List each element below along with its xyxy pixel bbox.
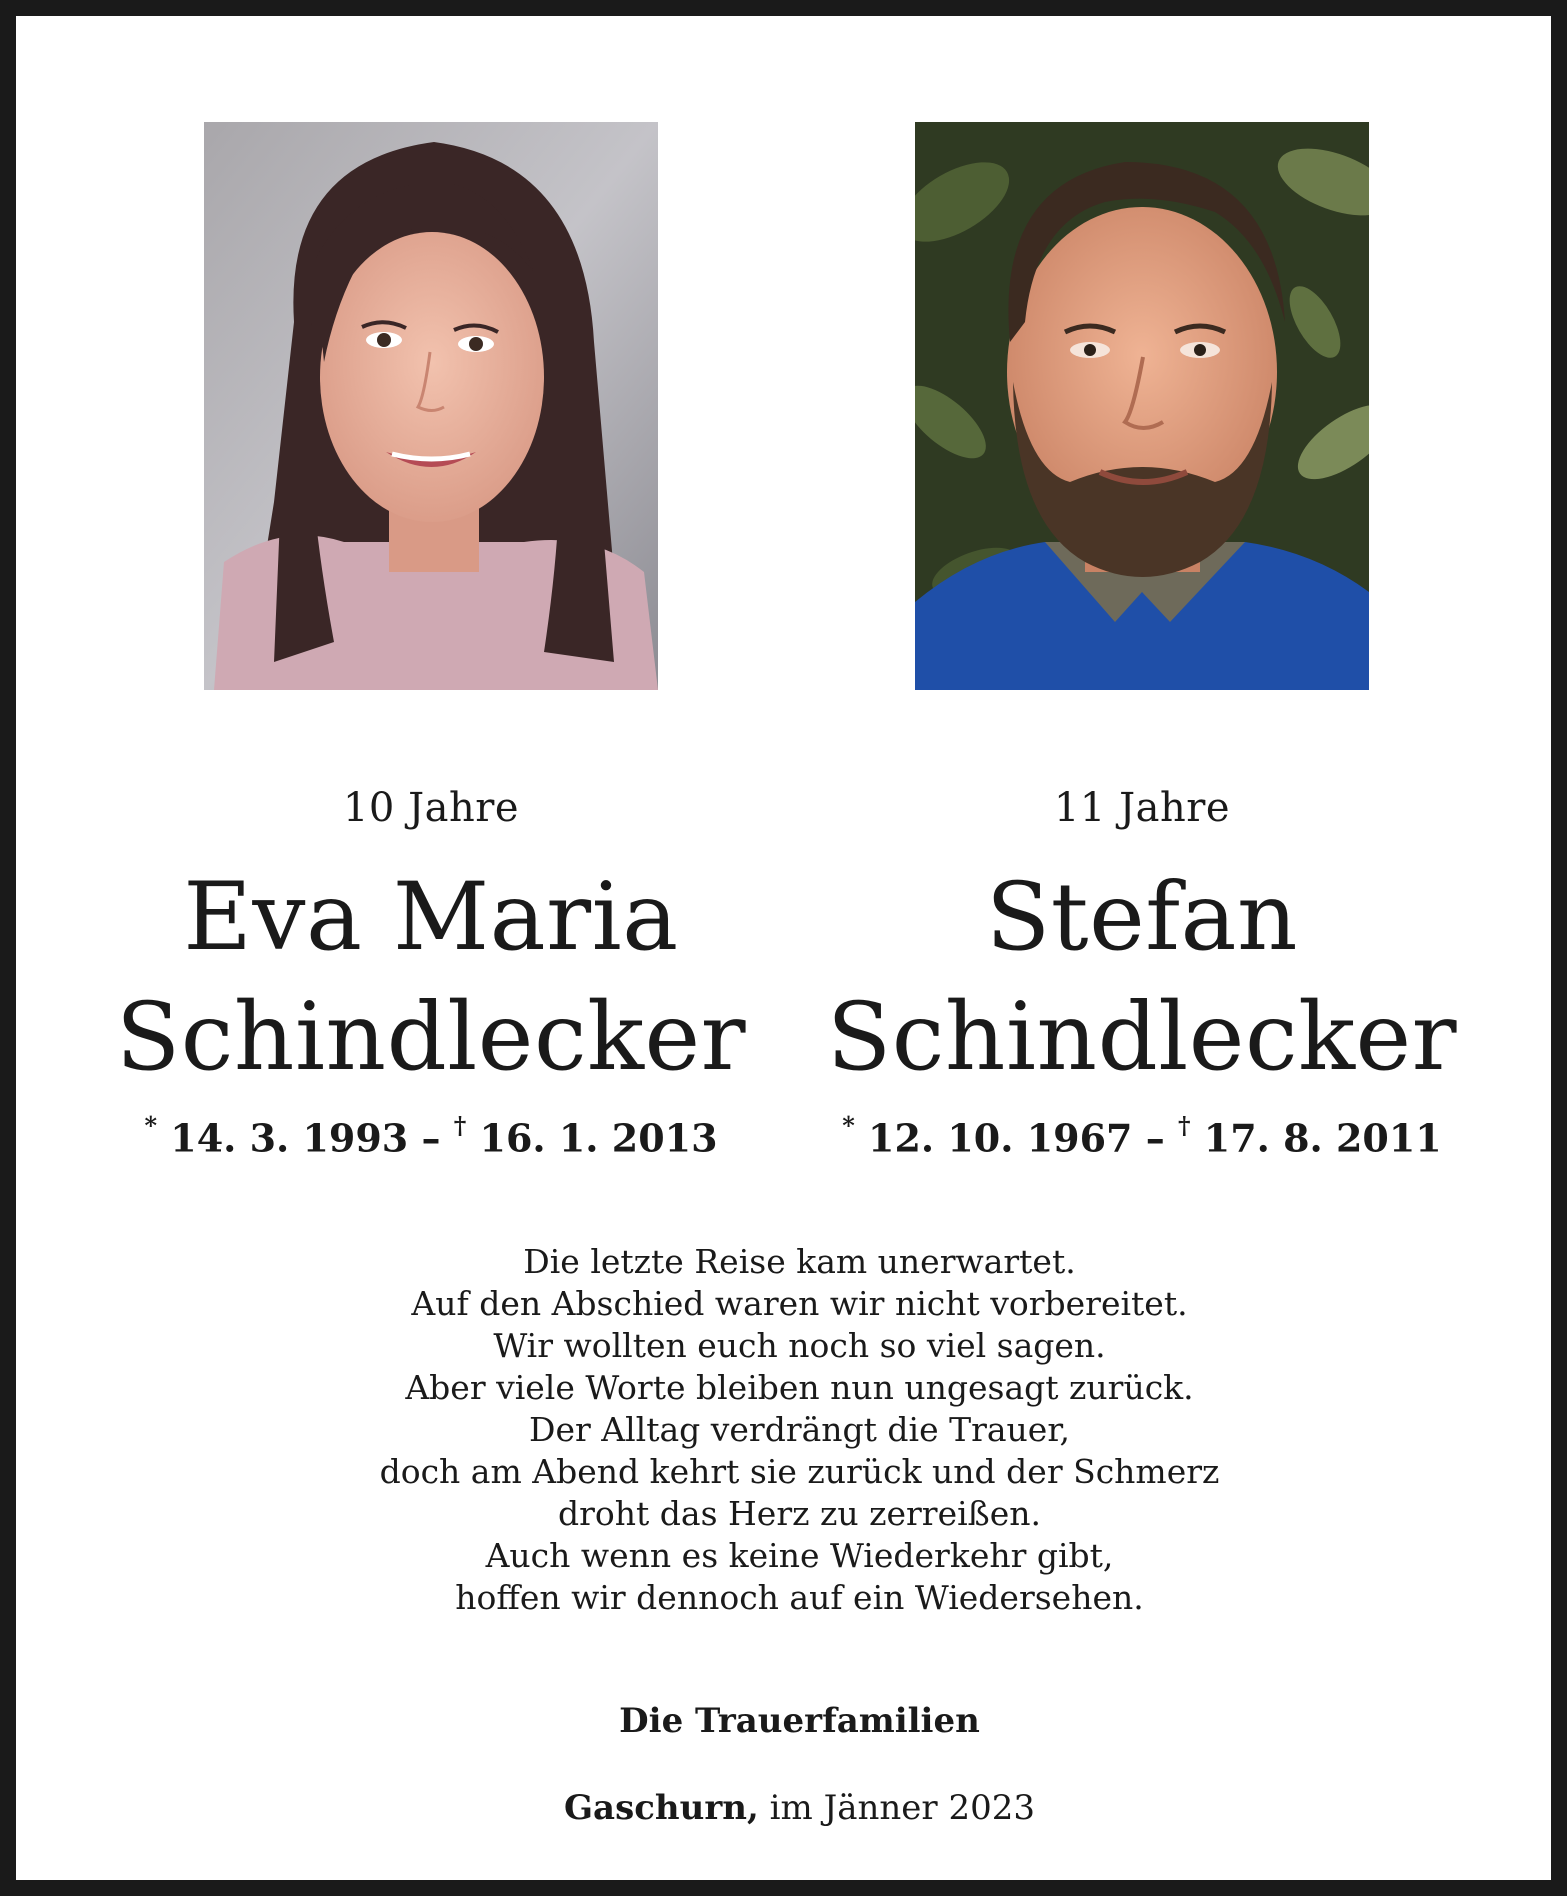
person-left xyxy=(61,122,801,1163)
signature: Die Trauerfamilien xyxy=(619,1701,980,1741)
death-symbol: † xyxy=(1177,1111,1191,1140)
poem-line: hoffen wir dennoch auf ein Wiedersehen. xyxy=(455,1578,1144,1617)
date-separator: – xyxy=(1145,1115,1165,1161)
person-name xyxy=(772,858,1512,1098)
person-name xyxy=(61,858,801,1098)
place-town: Gaschurn, xyxy=(564,1788,759,1828)
poem-line: Auf den Abschied waren wir nicht vorbereitet. xyxy=(411,1284,1188,1323)
birth-date: 14. 3. 1993 xyxy=(170,1115,409,1161)
first-name: Eva Maria xyxy=(183,863,679,972)
memorial-poem xyxy=(216,1241,1383,1619)
portrait-photo-woman xyxy=(204,122,658,690)
life-dates xyxy=(61,1106,801,1163)
poem-line: Der Alltag verdrängt die Trauer, xyxy=(529,1410,1070,1449)
first-name: Stefan xyxy=(985,863,1299,972)
poem-line: droht das Herz zu zerreißen. xyxy=(558,1494,1041,1533)
death-date: 16. 1. 2013 xyxy=(479,1115,718,1161)
birth-symbol: * xyxy=(842,1111,855,1140)
last-name: Schindlecker xyxy=(826,983,1458,1092)
poem-line: Aber viele Worte bleiben nun ungesagt zurück. xyxy=(405,1368,1194,1407)
person-right xyxy=(772,122,1512,1163)
death-symbol: † xyxy=(453,1111,467,1140)
years-since-death: 11 Jahre xyxy=(1053,785,1231,831)
life-dates xyxy=(772,1106,1512,1163)
death-date: 17. 8. 2011 xyxy=(1203,1115,1442,1161)
place-and-date xyxy=(216,1788,1383,1828)
birth-date: 12. 10. 1967 xyxy=(868,1115,1133,1161)
years-since-death: 10 Jahre xyxy=(342,785,520,831)
poem-line: doch am Abend kehrt sie zurück und der Schmerz xyxy=(379,1452,1220,1491)
poem-line: Wir wollten euch noch so viel sagen. xyxy=(493,1326,1106,1365)
birth-symbol: * xyxy=(144,1111,158,1140)
last-name: Schindlecker xyxy=(115,983,747,1092)
poem-line: Auch wenn es keine Wiederkehr gibt, xyxy=(485,1536,1114,1575)
portrait-photo-man xyxy=(915,122,1369,690)
date-separator: – xyxy=(421,1115,441,1161)
place-date: im Jänner 2023 xyxy=(769,1788,1035,1828)
poem-line: Die letzte Reise kam unerwartet. xyxy=(523,1242,1076,1281)
